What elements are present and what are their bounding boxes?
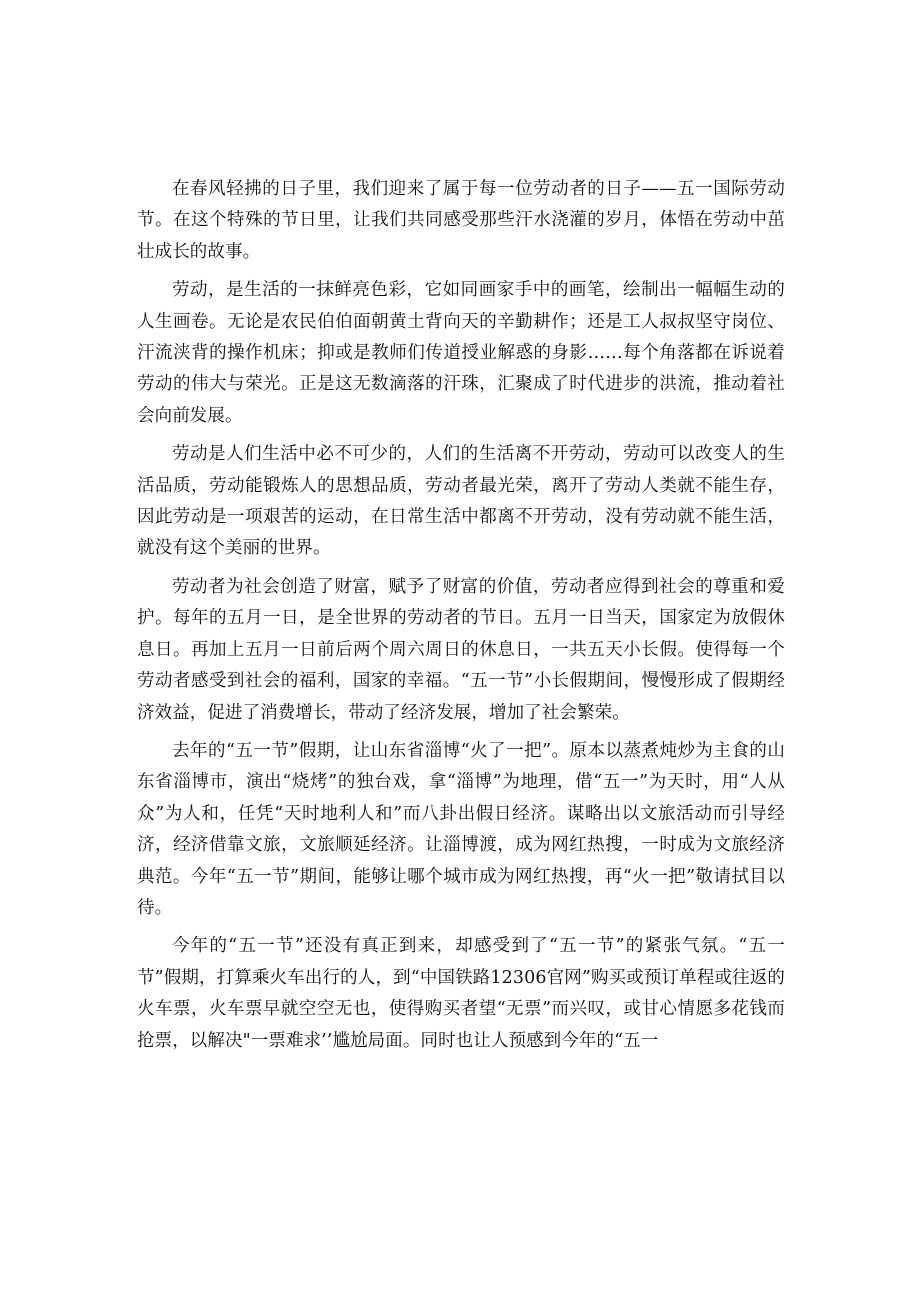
paragraph-4: 劳动者为社会创造了财富，赋予了财富的价值，劳动者应得到社会的尊重和爱护。每年的五月一日，是全世界的劳动者的节日。五月一日当天，国家定为放假休息日。再加上五月一日前后两个周六周日的休息日，一共五天小长假。使得每一个劳动者感受到社会的福利，国家的幸福。“五一节”小长假期间，慢慢形成了假期经济效益，促进了消费增长，带动了经济发展，增加了社会繁荣。 — [137, 576, 785, 723]
article-body — [137, 174, 785, 1064]
paragraph-5: 去年的“五一节”假期，让山东省淄博“火了一把”。原本以蒸煮炖炒为主食的山东省淄博市，演出“烧烤”的独台戏，拿“淄博”为地理，借“五一”为天时，用“人从众”为人和，任凭“天时地利人和”而八卦出假日经济。谋略出以文旅活动而引导经济，经济借靠文旅，文旅顺延经济。让淄博渡，成为网红热搜，一时成为文旅经济典范。今年“五一节”期间，能够让哪个城市成为网红热搜，再“火一把”敬请拭目以待。 — [137, 740, 785, 918]
paragraph-3: 劳动是人们生活中必不可少的，人们的生活离不开劳动，劳动可以改变人的生活品质，劳动能锻炼人的思想品质，劳动者最光荣，离开了劳动人类就不能生存，因此劳动是一项艰苦的运动，在日常生活中都离不开劳动，没有劳动就不能生活，就没有这个美丽的世界。 — [137, 444, 785, 559]
paragraph-2: 劳动，是生活的一抹鲜亮色彩，它如同画家手中的画笔，绘制出一幅幅生动的人生画卷。无论是农民伯伯面朝黄土背向天的辛勤耕作；还是工人叔叔坚守岗位、汗流浃背的操作机床；抑或是教师们传道授业解惑的身影……每个角落都在诉说着劳动的伟大与荣光。正是这无数滴落的汗珠，汇聚成了时代进步的洪流，推动着社会向前发展。 — [137, 280, 785, 426]
paragraph-6: 今年的“五一节”还没有真正到来，却感受到了“五一节”的紧张气氛。“五一节”假期，打算乘火车出行的人，到“中国铁路12306官网”购买或预订单程或往返的火车票，火车票早就空空无也，使得购买者望“无票”而兴叹，或甘心情愿多花钱而抢票，以解决"一票难求’’尴尬局面。同时也让人预感到今年的“五一 — [137, 936, 785, 1051]
paragraph-1: 在春风轻拂的日子里，我们迎来了属于每一位劳动者的日子——五一国际劳动节。在这个特殊的节日里，让我们共同感受那些汗水浇灌的岁月，体悟在劳动中茁壮成长的故事。 — [137, 179, 785, 262]
